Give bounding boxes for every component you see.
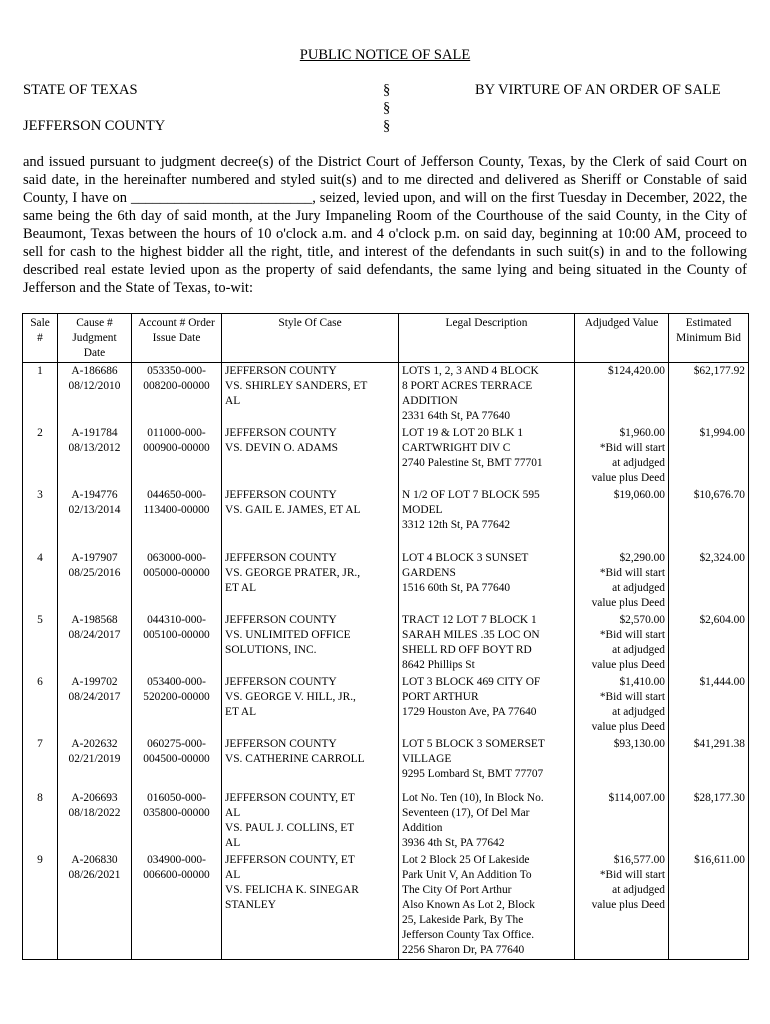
cell-text: 044650-000- 113400-00000 (143, 489, 210, 516)
cell-text: JEFFERSON COUNTY VS. GEORGE V. HILL, JR., ET AL (225, 676, 356, 718)
cell-adjudged (575, 852, 669, 960)
cell-style (222, 363, 399, 426)
header-account (132, 314, 222, 363)
table-row (23, 852, 749, 960)
cell-style (222, 674, 399, 736)
section-symbol: § (383, 100, 391, 116)
cell-account (132, 425, 222, 487)
cell-text: TRACT 12 LOT 7 BLOCK 1 SARAH MILES .35 LOC ON SHELL RD OFF BOYT RD 8642 Phillips St (402, 614, 540, 671)
cell-cause (58, 425, 132, 487)
cell-cause (58, 736, 132, 790)
cell-account (132, 736, 222, 790)
cell-text: 5 (37, 614, 43, 626)
cell-style (222, 425, 399, 487)
cell-text: LOTS 1, 2, 3 AND 4 BLOCK 8 PORT ACRES TERRACE ADDITION 2331 64th St, PA 77640 (402, 365, 539, 422)
header-bid (669, 314, 749, 363)
table-row (23, 363, 749, 426)
cell-text: JEFFERSON COUNTY VS. DEVIN O. ADAMS (225, 427, 338, 454)
cell-text: $1,960.00 *Bid will start at adjudged value plus Deed (591, 427, 665, 484)
header-legal (399, 314, 575, 363)
section-symbol: § (383, 118, 391, 134)
table-row (23, 425, 749, 487)
cell-legal (399, 425, 575, 487)
table-row (23, 612, 749, 674)
table-row (23, 487, 749, 550)
header-text: Estimated Minimum Bid (676, 317, 741, 344)
table-row (23, 550, 749, 612)
cell-text: $2,324.00 (699, 552, 745, 564)
cell-legal (399, 674, 575, 736)
cell-style (222, 790, 399, 852)
header-sale-number (23, 314, 58, 363)
cell-bid (669, 790, 749, 852)
cell-text: $10,676.70 (693, 489, 745, 501)
cell-cause (58, 790, 132, 852)
table-header-row (23, 314, 749, 363)
cell-text: $19,060.00 (613, 489, 665, 501)
cell-account (132, 550, 222, 612)
cell-style (222, 736, 399, 790)
cell-legal (399, 612, 575, 674)
cell-text: LOT 4 BLOCK 3 SUNSET GARDENS 1516 60th St, PA 77640 (402, 552, 529, 594)
cell-bid (669, 674, 749, 736)
cell-text: A-206693 08/18/2022 (68, 792, 121, 819)
cell-text: Lot No. Ten (10), In Block No. Seventeen (17), Of Del Mar Addition 3936 4th St, PA 77642 (402, 792, 544, 849)
table-row (23, 790, 749, 852)
cell-text: A-202632 02/21/2019 (68, 738, 121, 765)
cell-bid (669, 736, 749, 790)
cell-text: $114,007.00 (608, 792, 665, 804)
cell-legal (399, 550, 575, 612)
cell-sale-number (23, 674, 58, 736)
cell-legal (399, 487, 575, 550)
order-of-sale-label: BY VIRTURE OF AN ORDER OF SALE (475, 82, 721, 98)
header-text: Adjudged Value (584, 317, 659, 329)
sale-table (22, 313, 749, 960)
cell-bid (669, 550, 749, 612)
cell-text: $1,994.00 (699, 427, 745, 439)
cell-text: 034900-000- 006600-00000 (143, 854, 210, 881)
cell-text: LOT 5 BLOCK 3 SOMERSET VILLAGE 9295 Lombard St, BMT 77707 (402, 738, 545, 780)
header-text: Account # Order Issue Date (138, 317, 215, 344)
cell-account (132, 487, 222, 550)
cell-text: N 1/2 OF LOT 7 BLOCK 595 MODEL 3312 12th St, PA 77642 (402, 489, 540, 531)
intro-paragraph: and issued pursuant to judgment decree(s) of the District Court of Jefferson County, Texas, by the Clerk of said Court on said date, in the hereinafter numbered and styled suit(s) and to me directed and delivered as Sheriff or Constable of said County, I have on _________________________, seized, levied upon, and will on the first Tuesday in December, 2022, the same being the 6th day of said month, at the Jury Impaneling Room of the Courthouse of the said County, in the City of Beaumont, Texas between the hours of 10 o'clock a.m. and 4 o'clock p.m. on said day, beginning at 10:00 AM, proceed to sell for cash to the highest bidder all the right, title, and interest of the defendants in such suit(s) in and to the following described real estate levied upon as the property of said defendants, the same lying and being situated in the County of Jefferson and the State of Texas, to-wit: (23, 154, 747, 296)
cell-text: 8 (37, 792, 43, 804)
cell-text: LOT 3 BLOCK 469 CITY OF PORT ARTHUR 1729 Houston Ave, PA 77640 (402, 676, 541, 718)
header-adjudged (575, 314, 669, 363)
cell-text: 3 (37, 489, 43, 501)
cell-text: 060275-000- 004500-00000 (143, 738, 210, 765)
cell-text: JEFFERSON COUNTY, ET AL VS. PAUL J. COLLINS, ET AL (225, 792, 355, 849)
cell-sale-number (23, 425, 58, 487)
cell-bid (669, 852, 749, 960)
cell-account (132, 612, 222, 674)
cell-sale-number (23, 487, 58, 550)
cell-adjudged (575, 363, 669, 426)
header-text: Legal Description (445, 317, 528, 329)
cell-text: $41,291.38 (693, 738, 745, 750)
cell-text: JEFFERSON COUNTY VS. CATHERINE CARROLL (225, 738, 365, 765)
cell-style (222, 852, 399, 960)
cell-text: $93,130.00 (613, 738, 665, 750)
header-text: Style Of Case (278, 317, 342, 329)
cell-text: $16,577.00 *Bid will start at adjudged value plus Deed (591, 854, 665, 911)
cell-text: JEFFERSON COUNTY VS. UNLIMITED OFFICE SOLUTIONS, INC. (225, 614, 351, 656)
cell-text: 044310-000- 005100-00000 (143, 614, 210, 641)
cell-cause (58, 612, 132, 674)
cell-cause (58, 487, 132, 550)
cell-sale-number (23, 363, 58, 426)
cell-sale-number (23, 612, 58, 674)
cell-text: Lot 2 Block 25 Of Lakeside Park Unit V, An Addition To The City Of Port Arthur Also Known As Lot 2, Block 25, Lakeside Park, By The Jefferson County Tax Office. 2256 Sharon Dr, PA 77640 (402, 854, 535, 956)
cell-sale-number (23, 790, 58, 852)
cell-text: 2 (37, 427, 43, 439)
cell-text: A-198568 08/24/2017 (68, 614, 121, 641)
cell-account (132, 363, 222, 426)
cell-text: 053400-000- 520200-00000 (143, 676, 210, 703)
cell-account (132, 674, 222, 736)
cell-bid (669, 425, 749, 487)
cell-adjudged (575, 425, 669, 487)
cell-style (222, 487, 399, 550)
section-symbol: § (383, 82, 391, 98)
cell-text: A-191784 08/13/2012 (68, 427, 121, 454)
cell-text: 7 (37, 738, 43, 750)
cell-cause (58, 674, 132, 736)
cell-text: $28,177.30 (693, 792, 745, 804)
cell-bid (669, 612, 749, 674)
cell-adjudged (575, 612, 669, 674)
cell-account (132, 790, 222, 852)
state-label: STATE OF TEXAS (23, 82, 138, 98)
cell-sale-number (23, 736, 58, 790)
header-text: Sale # (30, 317, 50, 344)
cell-text: A-199702 08/24/2017 (68, 676, 121, 703)
table-row (23, 674, 749, 736)
cell-text: 053350-000- 008200-00000 (143, 365, 210, 392)
cell-text: A-194776 02/13/2014 (68, 489, 121, 516)
cell-adjudged (575, 550, 669, 612)
cell-adjudged (575, 487, 669, 550)
cell-account (132, 852, 222, 960)
cell-bid (669, 363, 749, 426)
cell-text: LOT 19 & LOT 20 BLK 1 CARTWRIGHT DIV C 2740 Palestine St, BMT 77701 (402, 427, 543, 469)
table-row (23, 736, 749, 790)
cell-text: 063000-000- 005000-00000 (143, 552, 210, 579)
cell-text: JEFFERSON COUNTY VS. SHIRLEY SANDERS, ET AL (225, 365, 368, 407)
cell-cause (58, 852, 132, 960)
cell-text: JEFFERSON COUNTY VS. GEORGE PRATER, JR., ET AL (225, 552, 361, 594)
header-style (222, 314, 399, 363)
cell-text: $124,420.00 (608, 365, 665, 377)
cell-text: $2,290.00 *Bid will start at adjudged value plus Deed (591, 552, 665, 609)
cell-legal (399, 363, 575, 426)
cell-text: $2,604.00 (699, 614, 745, 626)
header-cause (58, 314, 132, 363)
cell-sale-number (23, 550, 58, 612)
cell-legal (399, 736, 575, 790)
cell-adjudged (575, 674, 669, 736)
county-label: JEFFERSON COUNTY (23, 118, 166, 134)
cell-style (222, 612, 399, 674)
cell-text: JEFFERSON COUNTY VS. GAIL E. JAMES, ET AL (225, 489, 361, 516)
cell-text: $2,570.00 *Bid will start at adjudged value plus Deed (591, 614, 665, 671)
cell-text: $1,410.00 *Bid will start at adjudged value plus Deed (591, 676, 665, 733)
cell-text: 1 (37, 365, 43, 377)
cell-text: A-197907 08/25/2016 (68, 552, 121, 579)
cell-legal (399, 790, 575, 852)
cell-sale-number (23, 852, 58, 960)
cell-text: JEFFERSON COUNTY, ET AL VS. FELICHA K. SINEGAR STANLEY (225, 854, 359, 911)
cell-text: A-206830 08/26/2021 (68, 854, 121, 881)
cell-text: $62,177.92 (693, 365, 745, 377)
cell-adjudged (575, 790, 669, 852)
cell-legal (399, 852, 575, 960)
cell-text: 011000-000- 000900-00000 (143, 427, 210, 454)
cell-text: 4 (37, 552, 43, 564)
cell-text: 6 (37, 676, 43, 688)
cell-adjudged (575, 736, 669, 790)
cell-text: $1,444.00 (699, 676, 745, 688)
header-text: Cause # Judgment Date (72, 317, 117, 359)
cell-cause (58, 550, 132, 612)
cell-bid (669, 487, 749, 550)
cell-text: 016050-000- 035800-00000 (143, 792, 210, 819)
cell-text: $16,611.00 (694, 854, 745, 866)
notice-title: PUBLIC NOTICE OF SALE (299, 47, 471, 63)
cell-text: 9 (37, 854, 43, 866)
cell-text: A-186686 08/12/2010 (68, 365, 121, 392)
cell-cause (58, 363, 132, 426)
cell-style (222, 550, 399, 612)
